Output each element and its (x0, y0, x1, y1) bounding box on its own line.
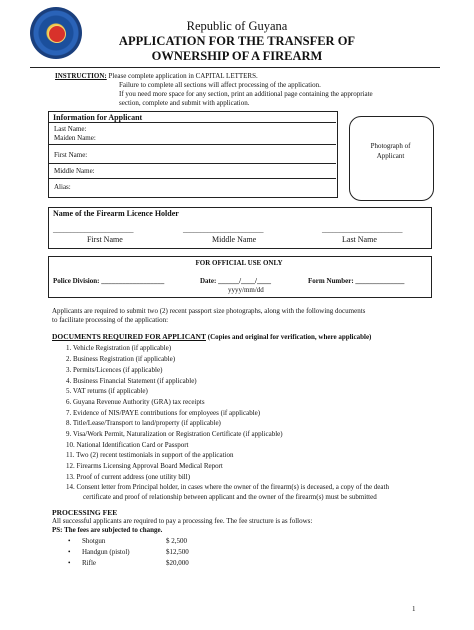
doc-item-continued: certificate and proof of relationship between applicant and the owner of the firearm(s) must be submitted (83, 493, 377, 501)
alias-field[interactable]: Alias: (54, 183, 71, 191)
page-number: 1 (412, 605, 416, 613)
first-name-blank[interactable]: _______________________ (53, 226, 134, 234)
doc-item: 3. Permits/Licences (if applicable) (66, 366, 163, 374)
date-field[interactable]: Date: ______/____/____ (200, 277, 271, 285)
applicant-info-box (48, 111, 338, 198)
fee-item-name: Shotgun (82, 537, 106, 545)
middle-name-label: Middle Name (212, 235, 257, 244)
title-line-3: OWNERSHIP OF A FIREARM (151, 49, 323, 63)
doc-item: 14. Consent letter from Principal holder, in cases where the owner of the firearm(s) is deceased, a copy of the death (66, 483, 389, 491)
doc-item: 4. Business Financial Statement (if applicable) (66, 377, 197, 385)
instruction-label: INSTRUCTION: (55, 72, 107, 80)
first-name-label: First Name (87, 235, 123, 244)
licence-holder-heading: Name of the Firearm Licence Holder (53, 209, 179, 218)
last-name-label: Last Name (342, 235, 377, 244)
doc-item: 11. Two (2) recent testimonials in support of the application (66, 451, 234, 459)
instruction-line-2: Failure to complete all sections will affect processing of the application. (119, 81, 321, 89)
doc-item: 13. Proof of current address (one utility bill) (66, 473, 191, 481)
doc-item: 6. Guyana Revenue Authority (GRA) tax receipts (66, 398, 205, 406)
photos-note-line-2: to facilitate processing of the application: (52, 316, 169, 324)
fee-bullet: • (68, 559, 71, 567)
applicant-photo-label: Photograph of Applicant (370, 142, 411, 160)
photos-note-line-1: Applicants are required to submit two (2) recent passport size photographs, along with the following documents (52, 307, 366, 315)
official-use-heading: FOR OFFICIAL USE ONLY (195, 259, 283, 267)
doc-item: 2. Business Registration (if applicable) (66, 355, 176, 363)
fee-item-amount: $ 2,500 (166, 537, 187, 545)
fee-bullet: • (68, 548, 71, 556)
fee-text: All successful applicants are required to pay a processing fee. The fee structure is as follows: (52, 517, 313, 525)
middle-name-field[interactable]: Middle Name: (54, 167, 95, 175)
divider (30, 67, 440, 68)
title-line-2: APPLICATION FOR THE TRANSFER OF (118, 34, 356, 48)
date-format: yyyy/mm/dd (228, 286, 264, 294)
doc-item: 12. Firearms Licensing Approval Board Medical Report (66, 462, 223, 470)
middle-name-blank[interactable]: _______________________ (183, 226, 264, 234)
applicant-heading: Information for Applicant (53, 113, 143, 122)
doc-item: 7. Evidence of NIS/PAYE contributions for employees (if applicable) (66, 409, 261, 417)
title-line-1: Republic of Guyana (186, 19, 288, 33)
form-number-field[interactable]: Form Number: ______________ (308, 277, 405, 285)
doc-item: 1. Vehicle Registration (if applicable) (66, 344, 172, 352)
fee-item-name: Handgun (pistol) (82, 548, 130, 556)
fee-bullet: • (68, 537, 71, 545)
fee-heading: PROCESSING FEE (52, 508, 118, 517)
police-division-field[interactable]: Police Division: __________________ (53, 277, 165, 285)
fee-item-amount: $12,500 (166, 548, 189, 556)
maiden-name-field[interactable]: Maiden Name: (54, 134, 96, 142)
last-name-field[interactable]: Last Name: (54, 125, 87, 133)
doc-item: 10. National Identification Card or Passport (66, 441, 189, 449)
fee-item-amount: $20,000 (166, 559, 189, 567)
instruction-line-4: section, complete and submit with application. (119, 99, 250, 107)
instruction-line-1: INSTRUCTION: Please complete application in CAPITAL LETTERS. (55, 72, 258, 80)
first-name-field[interactable]: First Name: (54, 151, 88, 159)
doc-item: 9. Visa/Work Permit, Naturalization or Registration Certificate (if applicable) (66, 430, 283, 438)
fee-item-name: Rifle (82, 559, 96, 567)
doc-item: 5. VAT returns (if applicable) (66, 387, 148, 395)
page-title (0, 19, 474, 64)
documents-heading: DOCUMENTS REQUIRED FOR APPLICANT (Copies and original for verification, where applicable) (52, 332, 372, 341)
doc-item: 8. Title/Lease/Transport to land/property (if applicable) (66, 419, 221, 427)
instruction-line-3: If you need more space for any section, print an additional page containing the appropriate (119, 90, 373, 98)
last-name-blank[interactable]: _______________________ (322, 226, 403, 234)
fee-ps: PS: The fees are subjected to change. (52, 526, 163, 534)
